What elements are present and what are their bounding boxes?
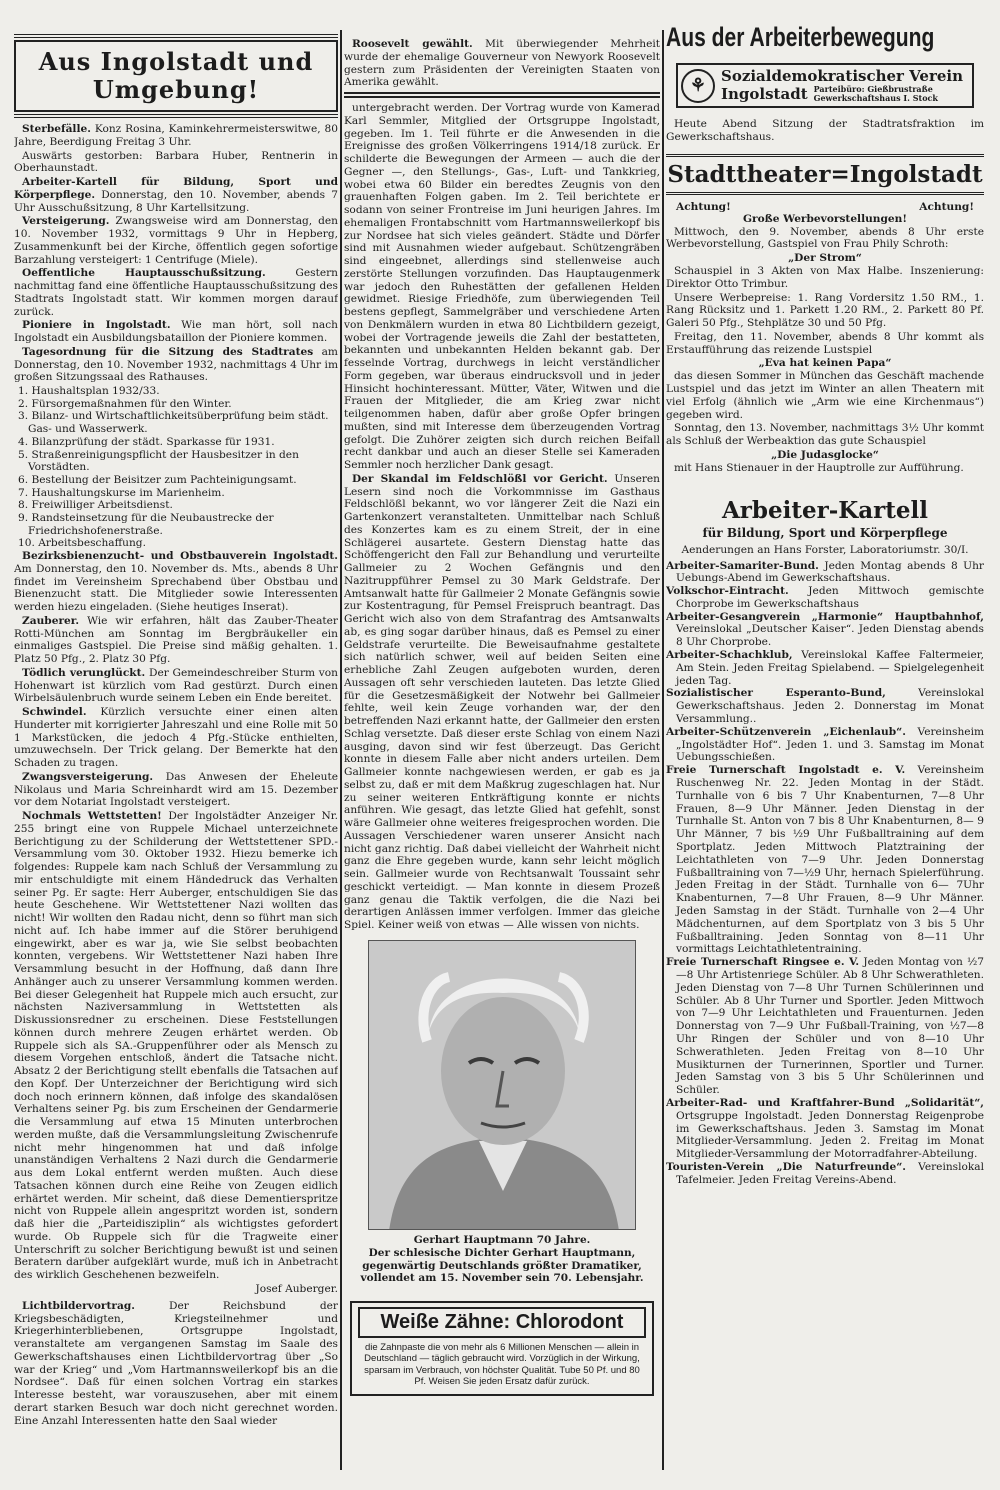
play-title-1: „Der Strom“	[788, 252, 862, 264]
headline-line-2: Umgebung!	[92, 75, 260, 104]
author-signature: Josef Auberger.	[255, 1282, 338, 1295]
article-slideshow-continued: untergebracht werden. Der Vortrag wurde von Kamerad Karl Semmler, Mitglied der Ortsgruppe Ingolstadt, gegeben. Im 1. Teil führte er die Anwesenden in die Ereignisse des großen Völkerringens 1914/18 zurück. Er schilderte die Bewegungen der Armeen — auch die der Gegner —, den Stellungs-, Gas-, Luft- und Tankkrieg, wobei etwa 60 Bilder ein beredtes Zeugnis von den grauenhaften Folgen gaben. Im 2. Teil berichtete er sodann von seiner Frontreise im Juni heurigen Jahres. Im ehemaligen Frontabschnitt vom Hartmannsweilerkopf bis zur Nordsee hat sich vieles geändert. Städte und Dörfer sind mit Ausnahmen wieder aufgebaut. Schützengräben sind eingeebnet, allerdings sind stellenweise auch zerstörte Stellungen vorzufinden. Das Hauptaugenmerk war jedoch den Ruhestätten der gefallenen Helden gewidmet. Riesige Friedhöfe, zum überwiegenden Teil bestens gepflegt, Sammelgräber und verschiedene Arten von Denkmälern wurden in etwa 80 Lichtbildern gezeigt, wobei der Vortragende jeweils die Zahl der bestatteten, bekannten und unbekannten Helden bekannt gab. Der fesselnde Vortrag, durchwegs in leicht verständlicher Form gegeben, war überaus eindrucksvoll und in jeder Hinsicht hochinteressant. Mütter, Väter, Witwen und die Frauen der Mitglieder, die am Krieg zwar nicht teilgenommen haben, dafür aber große Opfer bringen mußten, sind mit Interesse dem überzeugenden Vortrag gefolgt. Die Zuhörer zeigten sich durch reichen Beifall recht dankbar und auch an dieser Stelle sei Kameraden Semmler noch herzlicher Dank gesagt.	[344, 102, 660, 471]
caption-text: Der schlesische Dichter Gerhart Hauptmann, gegenwärtig Deutschlands größter Dramatiker, vollendet am 15. November sein 70. Lebensjahr.	[360, 1247, 644, 1285]
article-foreclosure: Zwangsversteigerung. Das Anwesen der Eheleute Nikolaus und Maria Schreinhardt wird am 15. Dezember vor dem Notariat Ingolstadt versteigert.	[14, 770, 338, 809]
portrait-photo	[368, 940, 636, 1230]
play-title-2: „Eva hat keinen Papa“	[758, 357, 892, 370]
list-item: 9. Randsteinsetzung für die Neubaustrecke der Friedrichshofenerstraße.	[18, 512, 274, 537]
theater-title: Stadttheater=Ingolstadt	[666, 154, 984, 195]
attention-right: Achtung!	[919, 200, 974, 213]
theater-subtitle: Große Werbevorstellungen!	[742, 212, 908, 225]
list-item: 4. Bilanzprüfung der städt. Sparkasse für 1931.	[18, 435, 275, 448]
theater-text-5: das diesen Sommer in München das Geschäft machende Lustspiel und das jetzt im Winter an allen Theatern mit viel Erfolg (ähnlich wie „Arm wie eine Kirchenmaus“) gegeben wird.	[666, 370, 984, 421]
notice-meeting: Heute Abend Sitzung der Stadtratsfraktion im Gewerkschaftshaus.	[666, 118, 984, 143]
column-labor-movement	[666, 22, 984, 1187]
article-beekeeping: Bezirksbienenzucht- und Obstbauverein Ingolstadt. Am Donnerstag, den 10. November ds. Mts., abends 8 Uhr findet im Vereinsheim Sprechabend über Obstbau und Bienenzucht statt. Die Mitglieder sowie Interessenten werden hiezu eingeladen. (Siehe heutiges Inserat).	[14, 550, 338, 614]
list-item: Arbeiter-Schützenverein „Eichenlaub“. Vereinsheim „Ingolstädter Hof“. Jeden 1. und 3. Samstag im Monat Uebungsschießen.	[666, 725, 984, 764]
column-middle	[344, 38, 660, 1396]
list-item: 5. Straßenreinigungspflicht der Hausbesitzer in den Vorstädten.	[18, 448, 299, 474]
article-wettstetten: Nochmals Wettstetten! Der Ingolstädter Anzeiger Nr. 255 bringt eine von Ruppele Michael unterzeichnete Berichtigung zu der Schilderung der Wettstettener SPD.-Versammlung vom 30. Oktober 1932. Hiezu bemerke ich folgendes: Ruppele kam nach Schluß der Versammlung zu mir entschuldigte mit einem Händedruck das Verhalten seiner Pg. Er sagte: Herr Auberger, entschuldigen Sie das heute Geschehene. Wir Wettstettener Nazi wollten das nicht! Wir wollten den Radau nicht, denn so führt man sich nicht auf. Ich habe immer auf die Störer beruhigend eingewirkt, aber es war ja, wie Sie selbst beobachten konnten, vergebens. Wir Wettstettener Nazi haben Ihre Versammlung besucht in der Hoffnung, daß dann Ihre Anhänger auch zu unserer Versammlung kommen werden. Bei dieser Gelegenheit hat Ruppele mich auch ersucht, zur nächsten Naziversammlung in Wettstetten als Diskussionsredner zu erscheinen. Diese Feststellungen können durch mehrere Zeugen erhärtet werden. Ob Ruppele sich als SA.-Gruppenführer oder als Mensch zu diesem Vorgehen entschloß, ändert die Tatsache nicht. Absatz 2 der Berichtigung stellt ebenfalls die Tatsachen auf den Kopf. Der Unterzeichner der Berichtigung wird sich doch noch erinnern können, daß infolge des skandalösen Verhaltens seiner Pg. bis zum Erscheinen der Gendarmerie die Versammlung auf etwa 15 Minuten unterbrochen werden mußte, daß die Versammlungsleitung Zwischenrufe nicht mehr hingenommen hat und daß infolge unanständigen Verhaltens 2 Nazi durch die Gendarmerie aus dem Lokal entfernt werden mußten. Auch diese Tatsachen können durch eine Reihe von Zeugen eidlich erhärtet werden. Mir scheint, daß diese Dementierspritze nicht von Ruppele allein angespritzt worden ist, sondern daß hier die „Parteidisziplin“ als wichtigstes gefordert wurde. Ob Ruppele sich für die Tragweite einer Unterschrift zu solcher Berichtigung bewußt ist und seinen Beratern darüber aufgeklärt wurde, muß ich in Anbetracht des wirklich Geschehenen bezweifeln.	[14, 810, 338, 1282]
attention-left: Achtung!	[676, 200, 731, 213]
article-magician: Zauberer. Wie wir erfahren, hält das Zauber-Theater Rotti-München am Sonntag im Bergbräukeller ein einmaliges Gastspiel. Die Preise sind mäßig gehalten. 1. Platz 50 Pfg., 2. Platz 30 Pfg.	[14, 614, 338, 666]
list-item: Arbeiter-Samariter-Bund. Jeden Montag abends 8 Uhr Uebungs-Abend im Gewerkschaftshaus.	[666, 559, 984, 585]
article-deaths-abroad: Auswärts gestorben: Barbara Huber, Rentnerin in Oberhaunstadt.	[14, 149, 338, 175]
party-city: Ingolstadt	[721, 84, 808, 103]
ad-body: die Zahnpaste die von mehr als 6 Millionen Menschen — allein in Deutschland — täglich gebraucht wird. Vorzüglich in der Wirkung, sparsam im Verbrauch, von höchster Qualität. Tube 50 Pf. und 80 Pf. Weisen Sie jeden Ersatz dafür zurück.	[364, 1341, 640, 1388]
list-item: Arbeiter-Gesangverein „Harmonie“ Hauptbahnhof, Vereinslokal „Deutscher Kaiser“. Jeden Dienstag abends 8 Uhr Chorprobe.	[666, 610, 984, 649]
article-auction: Versteigerung. Zwangsweise wird am Donnerstag, den 10. November 1932, vormittags 9 Uhr in Hepberg, Zusammenkunft bei der Kirche, öffentlich gegen sofortige Barzahlung versteigert: 1 Centrifuge (Miele).	[14, 215, 338, 266]
party-logo-icon: ⚘	[681, 69, 715, 103]
article-roosevelt: Roosevelt gewählt. Mit überwiegender Mehrheit wurde der ehemalige Gouverneur von Newyork Roosevelt gestern zum Präsidenten der Vereinigten Staaten von Amerika gewählt.	[344, 38, 660, 98]
party-banner	[676, 63, 974, 108]
column-local-news	[14, 34, 338, 1428]
list-item: 3. Bilanz- und Wirtschaftlichkeitsüberprüfung beim städt. Gas- und Wasserwerk.	[18, 410, 329, 436]
ad-brand: Weiße Zähne: Chlorodont	[358, 1307, 646, 1338]
theater-text-4: Freitag, den 11. November, abends 8 Uhr kommt als Erstaufführung das reizende Lustspiel	[666, 330, 984, 356]
list-item: Sozialistischer Esperanto-Bund, Vereinslokal Gewerkschaftshaus. Jeden 2. Donnerstag im Monat Versammlung..	[666, 687, 984, 726]
article-court: Der Skandal im Feldschlößl vor Gericht. Unseren Lesern sind noch die Vorkommnisse im Gasthaus Feldschlößl bekannt, wo vor längerer Zeit die Nazi ein Gartenkonzert veranstalteten. Unmittelbar nach Schluß des Konzertes kam es zu einem Streit, der in eine Schlägerei ausartete. Gestern Dienstag hatte das Schöffengericht den Fall zur Behandlung und verurteilte Gallmeier zu 2 Wochen Gefängnis und den Nazitruppführer Pemsel zu 30 Mark Geldstrafe. Der Amtsanwalt hatte für Gallmeier 2 Monate Gefängnis sowie zur Kostentragung, für Pemsel Freispruch beantragt. Das Gericht wich also von dem Strafantrag des Amtsanwalts ab, es ging sogar darüber hinaus, daß es Pemsel zu einer Geldstrafe verurteilte. Die Beweisaufnahme gestaltete sich natürlich schwer, weil auf beiden Seiten eine erhebliche Zahl Zeugen aufgeboten wurden, deren Aussagen oft sehr verschieden lauteten. Das letzte Glied für die Gesetzesmäßigkeit der Notwehr bei Gallmeier fehlte, weil kein Zeuge vorhanden war, der den betreffenden Nazi erkannt hatte, der Gallmeier den ersten Schlag versetzte. Daß dieser erste Schlag von einem Nazi ausging, davon sind wir fest überzeugt. Das Gericht konnte in diesem Falle aber nicht anders urteilen. Dem Gallmeier konnte nachgewiesen werden, er gab es ja selbst zu, daß er mit dem Maßkrug zugeschlagen hat. Nur zu seiner weiteren Entkräftigung konnte er nichts anführen. Wie gesagt, das letzte Glied hat gefehlt, sonst wäre Gallmeier ohne weiteres freigesprochen worden. Die Aussagen Verschiedener waren unserer Ansicht nach nicht ganz richtig. Daß dabei vielleicht der Wahrheit nicht ganz die Ehre gegeben wurde, kann sehr leicht möglich sein. Gallmeier wurde von Rechtsanwalt Toussaint sehr geschickt verteidigt. — Man konnte in diesem Prozeß ganz genau die Taktik verfolgen, die die Nazi bei derartigen Anlässen immer verfolgen. Immer das gleiche Spiel. Keiner weiß von etwas — Alle wissen von nichts.	[344, 472, 660, 931]
section-title: Aus der Arbeiterbewegung	[666, 22, 935, 52]
photo-caption	[344, 1234, 660, 1285]
theater-text-2: Schauspiel in 3 Akten von Max Halbe. Inszenierung: Direktor Otto Trimbur.	[666, 265, 984, 290]
section-headline-box	[14, 34, 338, 118]
article-committee: Oeffentliche Hauptausschußsitzung. Gestern nachmittag fand eine öffentliche Hauptausschußsitzung des Stadtrats Ingolstadt statt. Wir kommen morgen darauf zurück.	[14, 267, 338, 318]
article-slideshow: Lichtbildervortrag. Der Reichsbund der Kriegsbeschädigten, Kriegsteilnehmer und Kriegerhinterbliebenen, Ortsgruppe Ingolstadt, veranstaltete am vergangenen Samstag im Saale des Gewerkschaftshauses einen Lichtbildervortrag über „So war der Krieg“ und „Vom Hartmannsweilerkopf bis an die Nordsee“. Daß für einen solchen Vortrag ein starkes Interesse besteht, war vorauszusehen, aber mit einem derart starken Besuch war doch nicht gerechnet worden. Eine Anzahl Interessenten hatte den Saal wieder	[14, 1299, 338, 1427]
article-agenda: Tagesordnung für die Sitzung des Stadtrates am Donnerstag, den 10. November 1932, nachmittags 4 Uhr im großen Sitzungssaal des Rathauses.	[14, 345, 338, 384]
column-rule-left	[340, 30, 342, 1470]
list-item: 7. Haushaltungskurse im Marienheim.	[18, 486, 225, 499]
agenda-list	[14, 385, 338, 550]
play-title-3: „Die Judasglocke“	[771, 448, 879, 461]
list-item: 1. Haushaltsplan 1932/33.	[18, 385, 160, 397]
caption-title: Gerhart Hauptmann 70 Jahre.	[413, 1233, 591, 1246]
column-rule-right	[662, 30, 664, 1470]
kartell-title: Arbeiter-Kartell	[721, 496, 929, 524]
headline-line-1: Aus Ingolstadt und	[38, 47, 314, 76]
kartell-note: Aenderungen an Hans Forster, Laboratoriumstr. 30/I.	[681, 543, 969, 556]
party-office: Parteibüro: Gießbrustraße	[813, 84, 933, 94]
list-item: 8. Freiwilliger Arbeitsdienst.	[18, 499, 173, 512]
list-item: 2. Fürsorgemaßnahmen für den Winter.	[18, 397, 232, 410]
kartell-subtitle: für Bildung, Sport und Körperpflege	[702, 525, 948, 540]
list-item: Volkschor-Eintracht. Jeden Mittwoch gemischte Chorprobe im Gewerkschaftshaus	[666, 585, 984, 610]
list-item: Freie Turnerschaft Ingolstadt e. V. Vereinsheim Ruschenweg Nr. 22. Jeden Montag in der Städt. Turnhalle von 6 bis 7 Uhr Knabenturnen, 7—8 Uhr Frauen, 8—9 Uhr Männer. Jeden Dienstag in der Turnhalle St. Anton von 7 bis 8 Uhr Knabenturnen, 8— 9 Uhr Männer, 7 bis ½9 Uhr Fußballtraining auf dem Sportplatz. Jeden Mittwoch Platztraining der Leichtathleten von 7—9 Uhr. Jeden Donnerstag Fußballtraining von 7—½9 Uhr, hernach Spielerführung. Jeden Freitag in der Städt. Turnhalle von 6— 7Uhr Knabenturnen, 7—8 Uhr Frauen, 8—9 Uhr Männer. Jeden Samstag in der Städt. Turnhalle von 2—4 Uhr Mädchenturnen, auf dem Sportplatz von 3 bis 5 Uhr Fußballtraining. Jeden Sonntag von 8—11 Uhr vormittags Leichtathletentraining.	[666, 764, 984, 956]
list-item: Arbeiter-Rad- und Kraftfahrer-Bund „Solidarität“, Ortsgruppe Ingolstadt. Jeden Donnerstag Reigenprobe im Gewerkschaftshaus. Jeden 3. Samstag im Monat Mitglieder-Versammlung. Jeden 2. Freitag im Monat Mitglieder-Versammlung der Motorradfahrer-Abteilung.	[666, 1096, 984, 1161]
portrait-illustration	[369, 941, 636, 1230]
article-fraud: Schwindel. Kürzlich versuchte einer einen alten Hunderter mit korrigierter Jahreszahl und eine Rolle mit 50 1 Markstücken, die jedoch 4 Pfg.-Stücke enthielten, umzuwechseln. Der Trick gelang. Der Bemerkte hat den Schaden zu tragen.	[14, 706, 338, 770]
list-item: Freie Turnerschaft Ringsee e. V. Jeden Montag von ½7—8 Uhr Artistenriege Schüler. Ab 8 Uhr Schwerathleten. Jeden Dienstag von 7—8 Uhr Turnen Schülerinnen und Schüler. Ab 8 Uhr Turner und Sportler. Jeden Mittwoch von 7—9 Uhr Leichtathleten und Frauenturnen. Jeden Donnerstag von 7—9 Uhr Fußball-Training, von ½7—8 Uhr Ringen der Schüler und von 8—10 Uhr Schwerathleten. Jeden Freitag von 8—10 Uhr Musikturnen der Turnerinnen, Sportler und Turner. Jeden Samstag von 3 bis 5 Uhr Schülerinnen und Schüler.	[666, 956, 984, 1097]
theater-attention-row	[666, 201, 984, 213]
list-item: Touristen-Verein „Die Naturfreunde“. Vereinslokal Tafelmeier. Jeden Freitag Vereins-Abend.	[666, 1160, 984, 1186]
advertisement-chlorodont	[350, 1301, 654, 1396]
article-pioneers: Pioniere in Ingolstadt. Wie man hört, soll nach Ingolstadt ein Ausbildungsbataillon der Pioniere kommen.	[14, 319, 338, 344]
party-name: Sozialdemokratischer Verein	[721, 67, 964, 85]
article-deaths: Sterbefälle. Konz Rosina, Kaminkehrermeisterswitwe, 80 Jahre, Beerdigung Freitag 3 Uhr.	[14, 123, 338, 148]
article-accident: Tödlich verunglückt. Der Gemeindeschreiber Sturm von Hohenwart ist kürzlich vom Rad gestürzt. Durch einen Wirbelsäulenbruch wurde seinem Leben ein Ende bereitet.	[14, 666, 338, 705]
list-item: Arbeiter-Schachklub, Vereinslokal Kaffee Faltermeier, Am Stein. Jeden Freitag Spielabend. — Spielgelegenheit jeden Tag.	[666, 649, 984, 687]
list-item: 10. Arbeitsbeschaffung.	[18, 537, 146, 550]
theater-text-1: Mittwoch, den 9. November, abends 8 Uhr erste Werbevorstellung, Gastspiel von Frau Phily Schroth:	[666, 225, 984, 251]
theater-text-7: mit Hans Stienauer in der Hauptrolle zur Aufführung.	[674, 461, 964, 474]
party-union-house: Gewerkschaftshaus I. Stock	[813, 93, 938, 103]
article-kartell: Arbeiter-Kartell für Bildung, Sport und Körperpflege. Donnerstag, den 10. November, abends 7 Uhr Ausschußsitzung, 8 Uhr Kartellsitzung.	[14, 176, 338, 214]
theater-prices: Unsere Werbepreise: 1. Rang Vordersitz 1.50 RM., 1. Rang Rücksitz und 1. Parkett 1.20 RM., 2. Parkett 80 Pf. Galeri 50 Pfg., Stehplätze 30 und 50 Pfg.	[666, 291, 984, 329]
list-item: 6. Bestellung der Beisitzer zum Pachteinigungsamt.	[18, 473, 297, 486]
theater-text-6: Sonntag, den 13. November, nachmittags 3½ Uhr kommt als Schluß der Werbeaktion das gute Schauspiel	[666, 422, 984, 447]
